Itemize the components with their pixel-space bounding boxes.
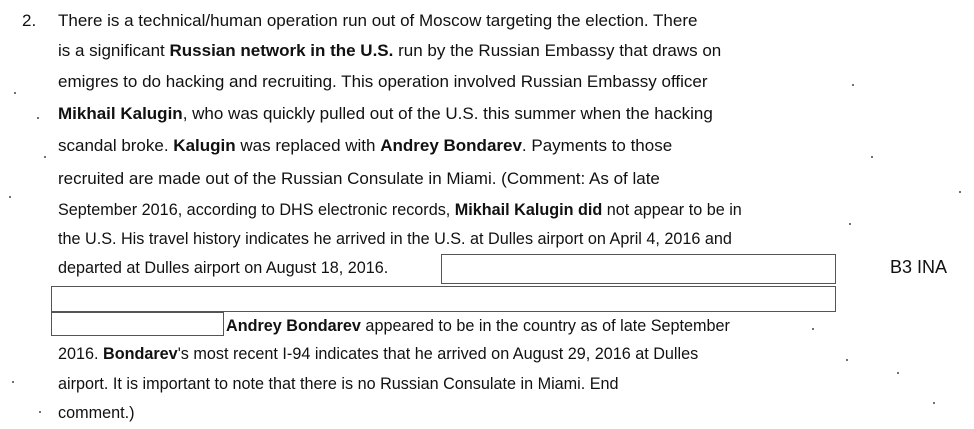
scan-speck (812, 328, 814, 330)
scan-speck (852, 84, 854, 86)
paragraph-line-9: departed at Dulles airport on August 18, 2016. (58, 259, 389, 277)
paragraph-line-8: the U.S. His travel history indicates he arrived in the U.S. at Dulles airport on April 4, 2016 and (58, 230, 732, 248)
redaction-box-2 (51, 286, 836, 312)
scan-speck (12, 381, 14, 383)
item-number: 2. (22, 11, 37, 30)
scan-speck (849, 223, 851, 225)
scan-speck (933, 402, 935, 404)
paragraph-line-2: is a significant Russian network in the U.S. run by the Russian Embassy that draws on (58, 41, 722, 60)
scan-speck (14, 92, 16, 94)
exemption-margin-note: B3 INA (890, 257, 948, 277)
scan-speck (846, 359, 848, 361)
redaction-box-1 (441, 254, 836, 284)
scan-speck (9, 196, 11, 198)
scan-speck (44, 156, 46, 158)
redaction-box-3 (51, 312, 224, 336)
paragraph-line-14: comment.) (58, 404, 135, 422)
paragraph-line-1: There is a technical/human operation run out of Moscow targeting the election. There (58, 11, 698, 30)
paragraph-line-5: scandal broke. Kalugin was replaced with Andrey Bondarev. Payments to those (58, 136, 673, 155)
scan-speck (871, 156, 873, 158)
paragraph-line-4: Mikhail Kalugin, who was quickly pulled out of the U.S. this summer when the hacking (58, 104, 713, 123)
scan-speck (959, 191, 961, 193)
paragraph-line-13: airport. It is important to note that there is no Russian Consulate in Miami. End (58, 375, 619, 393)
paragraph-line-6: recruited are made out of the Russian Consulate in Miami. (Comment: As of late (58, 169, 660, 188)
paragraph-line-3: emigres to do hacking and recruiting. This operation involved Russian Embassy officer (58, 72, 708, 91)
paragraph-line-7: September 2016, according to DHS electronic records, Mikhail Kalugin did not appear to be in (58, 201, 742, 219)
scan-speck (897, 372, 899, 374)
paragraph-line-11: Andrey Bondarev appeared to be in the country as of late September (226, 317, 730, 335)
paragraph-line-12: 2016. Bondarev's most recent I-94 indicates that he arrived on August 29, 2016 at Dulles (58, 345, 699, 363)
scan-speck (39, 411, 41, 413)
scan-speck (37, 117, 39, 119)
